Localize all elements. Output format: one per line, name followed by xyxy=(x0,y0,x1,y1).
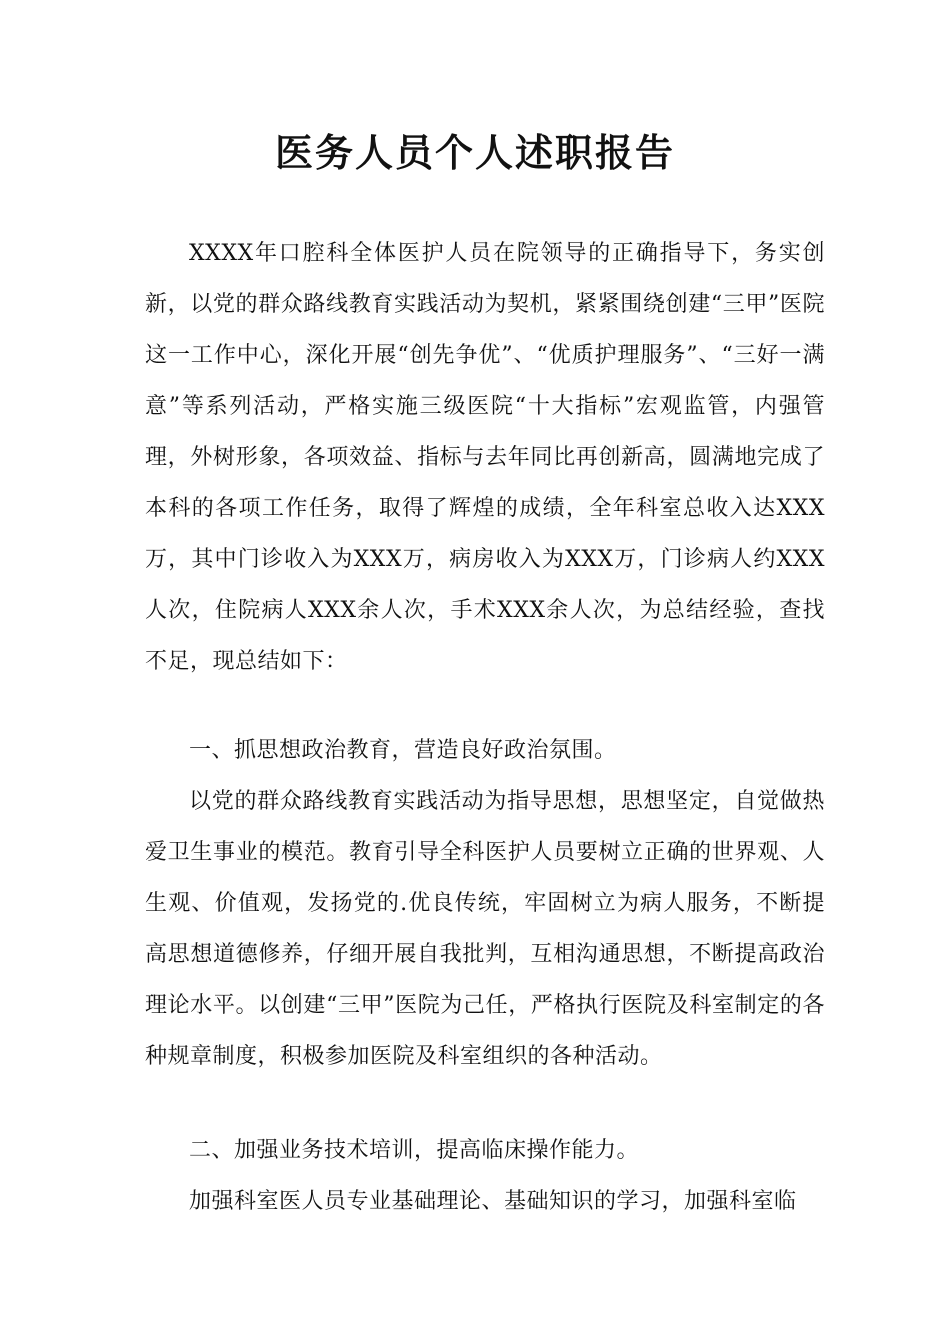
document-title: 医务人员个人述职报告 xyxy=(274,131,675,175)
section-heading-1: 一、抓思想政治教育，营造良好政治氛围。 xyxy=(189,738,617,763)
section-1-paragraph: 以党的群众路线教育实践活动为指导思想，思想坚定，自觉做热爱卫生事业的模范。教育引导全科医护人员要树立正确的世界观、人生观、价值观，发扬党的.优良传统，牢固树立为病人服务，不断提高思想道德修养，仔细开展自我批判，互相沟通思想，不断提高政治理论水平。以创建“三甲”医院为己任，严格执行医院及科室制定的各种规章制度，积极参加医院及科室组织的各种活动。 xyxy=(145,789,825,1069)
intro-paragraph: XXXX年口腔科全体医护人员在院领导的正确指导下，务实创新，以党的群众路线教育实践活动为契机，紧紧围绕创建“三甲”医院这一工作中心，深化开展“创先争优”、“优质护理服务”、“三好一满意”等系列活动，严格实施三级医院“十大指标”宏观监管，内强管理，外树形象，各项效益、指标与去年同比再创新高，圆满地完成了本科的各项工作任务，取得了辉煌的成绩，全年科室总收入达XXX万，其中门诊收入为XXX万，病房收入为XXX万，门诊病人约XXX人次，住院病人XXX余人次，手术XXX余人次，为总结经验，查找不足，现总结如下： xyxy=(145,241,825,674)
section-heading-2: 二、加强业务技术培训，提高临床操作能力。 xyxy=(189,1138,640,1163)
section-2-paragraph: 加强科室医人员专业基础理论、基础知识的学习，加强科室临 xyxy=(189,1189,797,1214)
